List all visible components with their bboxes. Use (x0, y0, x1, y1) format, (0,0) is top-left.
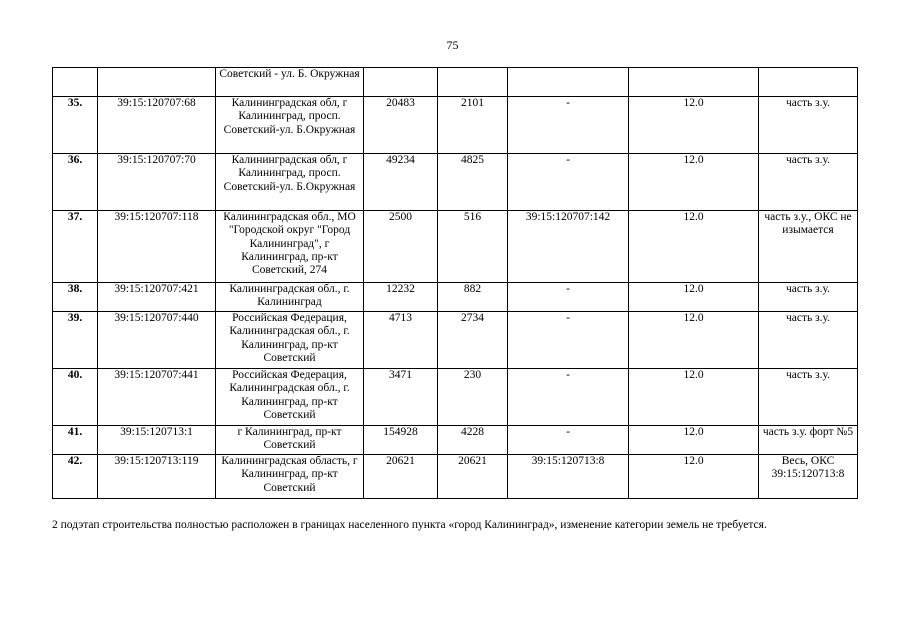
oks-cell: - (508, 283, 629, 312)
part-area-cell: 516 (438, 211, 508, 283)
address-cell: г Калининград, пр-кт Советский (216, 426, 364, 455)
plot-area-cell: 2500 (364, 211, 438, 283)
cadastral-number-cell: 39:15:120707:70 (98, 154, 216, 211)
footnote: 2 подэтап строительства полностью расположен в границах населенного пункта «город Калининград», изменение категории земель не требуется. (52, 519, 767, 531)
land-plots-table (52, 67, 858, 499)
plot-area-cell: 49234 (364, 154, 438, 211)
note-cell: часть з.у. (759, 312, 858, 369)
plot-area-cell: 4713 (364, 312, 438, 369)
cadastral-number-cell: 39:15:120713:119 (98, 455, 216, 499)
part-area-cell: 4825 (438, 154, 508, 211)
row-number-cell: 41. (53, 426, 98, 455)
row-number-cell: 42. (53, 455, 98, 499)
table-row (53, 312, 858, 369)
oks-cell: - (508, 154, 629, 211)
note-cell: часть з.у. (759, 283, 858, 312)
category-cell: 12.0 (629, 283, 759, 312)
part-area-cell: 20621 (438, 455, 508, 499)
table-body (53, 68, 858, 499)
part-area-cell: 2734 (438, 312, 508, 369)
cadastral-number-cell: 39:15:120707:441 (98, 369, 216, 426)
note-cell: Весь, ОКС 39:15:120713:8 (759, 455, 858, 499)
row-number-cell: 37. (53, 211, 98, 283)
row-number-cell (53, 68, 98, 97)
cadastral-number-cell: 39:15:120707:421 (98, 283, 216, 312)
plot-area-cell: 12232 (364, 283, 438, 312)
plot-area-cell: 3471 (364, 369, 438, 426)
address-cell: Калининградская обл., МО "Городской округ "Город Калининград", г Калининград, пр-кт Советский, 274 (216, 211, 364, 283)
row-number-cell: 40. (53, 369, 98, 426)
part-area-cell: 4228 (438, 426, 508, 455)
address-cell: Калининградская область, г Калининград, пр-кт Советский (216, 455, 364, 499)
note-cell: часть з.у. (759, 154, 858, 211)
part-area-cell: 2101 (438, 97, 508, 154)
table-row (53, 211, 858, 283)
address-cell: Советский - ул. Б. Окружная (216, 68, 364, 97)
address-cell: Российская Федерация, Калининградская обл., г. Калининград, пр-кт Советский (216, 312, 364, 369)
part-area-cell: 230 (438, 369, 508, 426)
address-cell: Калининградская обл., г. Калининград (216, 283, 364, 312)
address-cell: Калининградская обл, г Калининград, просп. Советский-ул. Б.Окружная (216, 154, 364, 211)
plot-area-cell (364, 68, 438, 97)
note-cell (759, 68, 858, 97)
oks-cell: - (508, 97, 629, 154)
table-row (53, 283, 858, 312)
category-cell: 12.0 (629, 154, 759, 211)
address-cell: Калининградская обл, г Калининград, просп. Советский-ул. Б.Окружная (216, 97, 364, 154)
plot-area-cell: 154928 (364, 426, 438, 455)
oks-cell: 39:15:120707:142 (508, 211, 629, 283)
plot-area-cell: 20621 (364, 455, 438, 499)
cadastral-number-cell: 39:15:120707:440 (98, 312, 216, 369)
row-number-cell: 36. (53, 154, 98, 211)
table-row (53, 455, 858, 499)
note-cell: часть з.у. (759, 369, 858, 426)
category-cell: 12.0 (629, 455, 759, 499)
page-number: 75 (446, 38, 459, 52)
row-number-cell: 38. (53, 283, 98, 312)
oks-cell: 39:15:120713:8 (508, 455, 629, 499)
cadastral-number-cell: 39:15:120713:1 (98, 426, 216, 455)
category-cell (629, 68, 759, 97)
table-row (53, 68, 858, 97)
table-row (53, 426, 858, 455)
row-number-cell: 39. (53, 312, 98, 369)
cadastral-number-cell (98, 68, 216, 97)
part-area-cell: 882 (438, 283, 508, 312)
table-row (53, 154, 858, 211)
note-cell: часть з.у. форт №5 (759, 426, 858, 455)
category-cell: 12.0 (629, 426, 759, 455)
note-cell: часть з.у., ОКС не изымается (759, 211, 858, 283)
row-number-cell: 35. (53, 97, 98, 154)
table-row (53, 97, 858, 154)
cadastral-number-cell: 39:15:120707:68 (98, 97, 216, 154)
oks-cell: - (508, 369, 629, 426)
category-cell: 12.0 (629, 312, 759, 369)
table-row (53, 369, 858, 426)
oks-cell: - (508, 312, 629, 369)
part-area-cell (438, 68, 508, 97)
category-cell: 12.0 (629, 97, 759, 154)
plot-area-cell: 20483 (364, 97, 438, 154)
cadastral-number-cell: 39:15:120707:118 (98, 211, 216, 283)
category-cell: 12.0 (629, 369, 759, 426)
category-cell: 12.0 (629, 211, 759, 283)
oks-cell: - (508, 426, 629, 455)
note-cell: часть з.у. (759, 97, 858, 154)
oks-cell (508, 68, 629, 97)
address-cell: Российская Федерация, Калининградская обл., г. Калининград, пр-кт Советский (216, 369, 364, 426)
